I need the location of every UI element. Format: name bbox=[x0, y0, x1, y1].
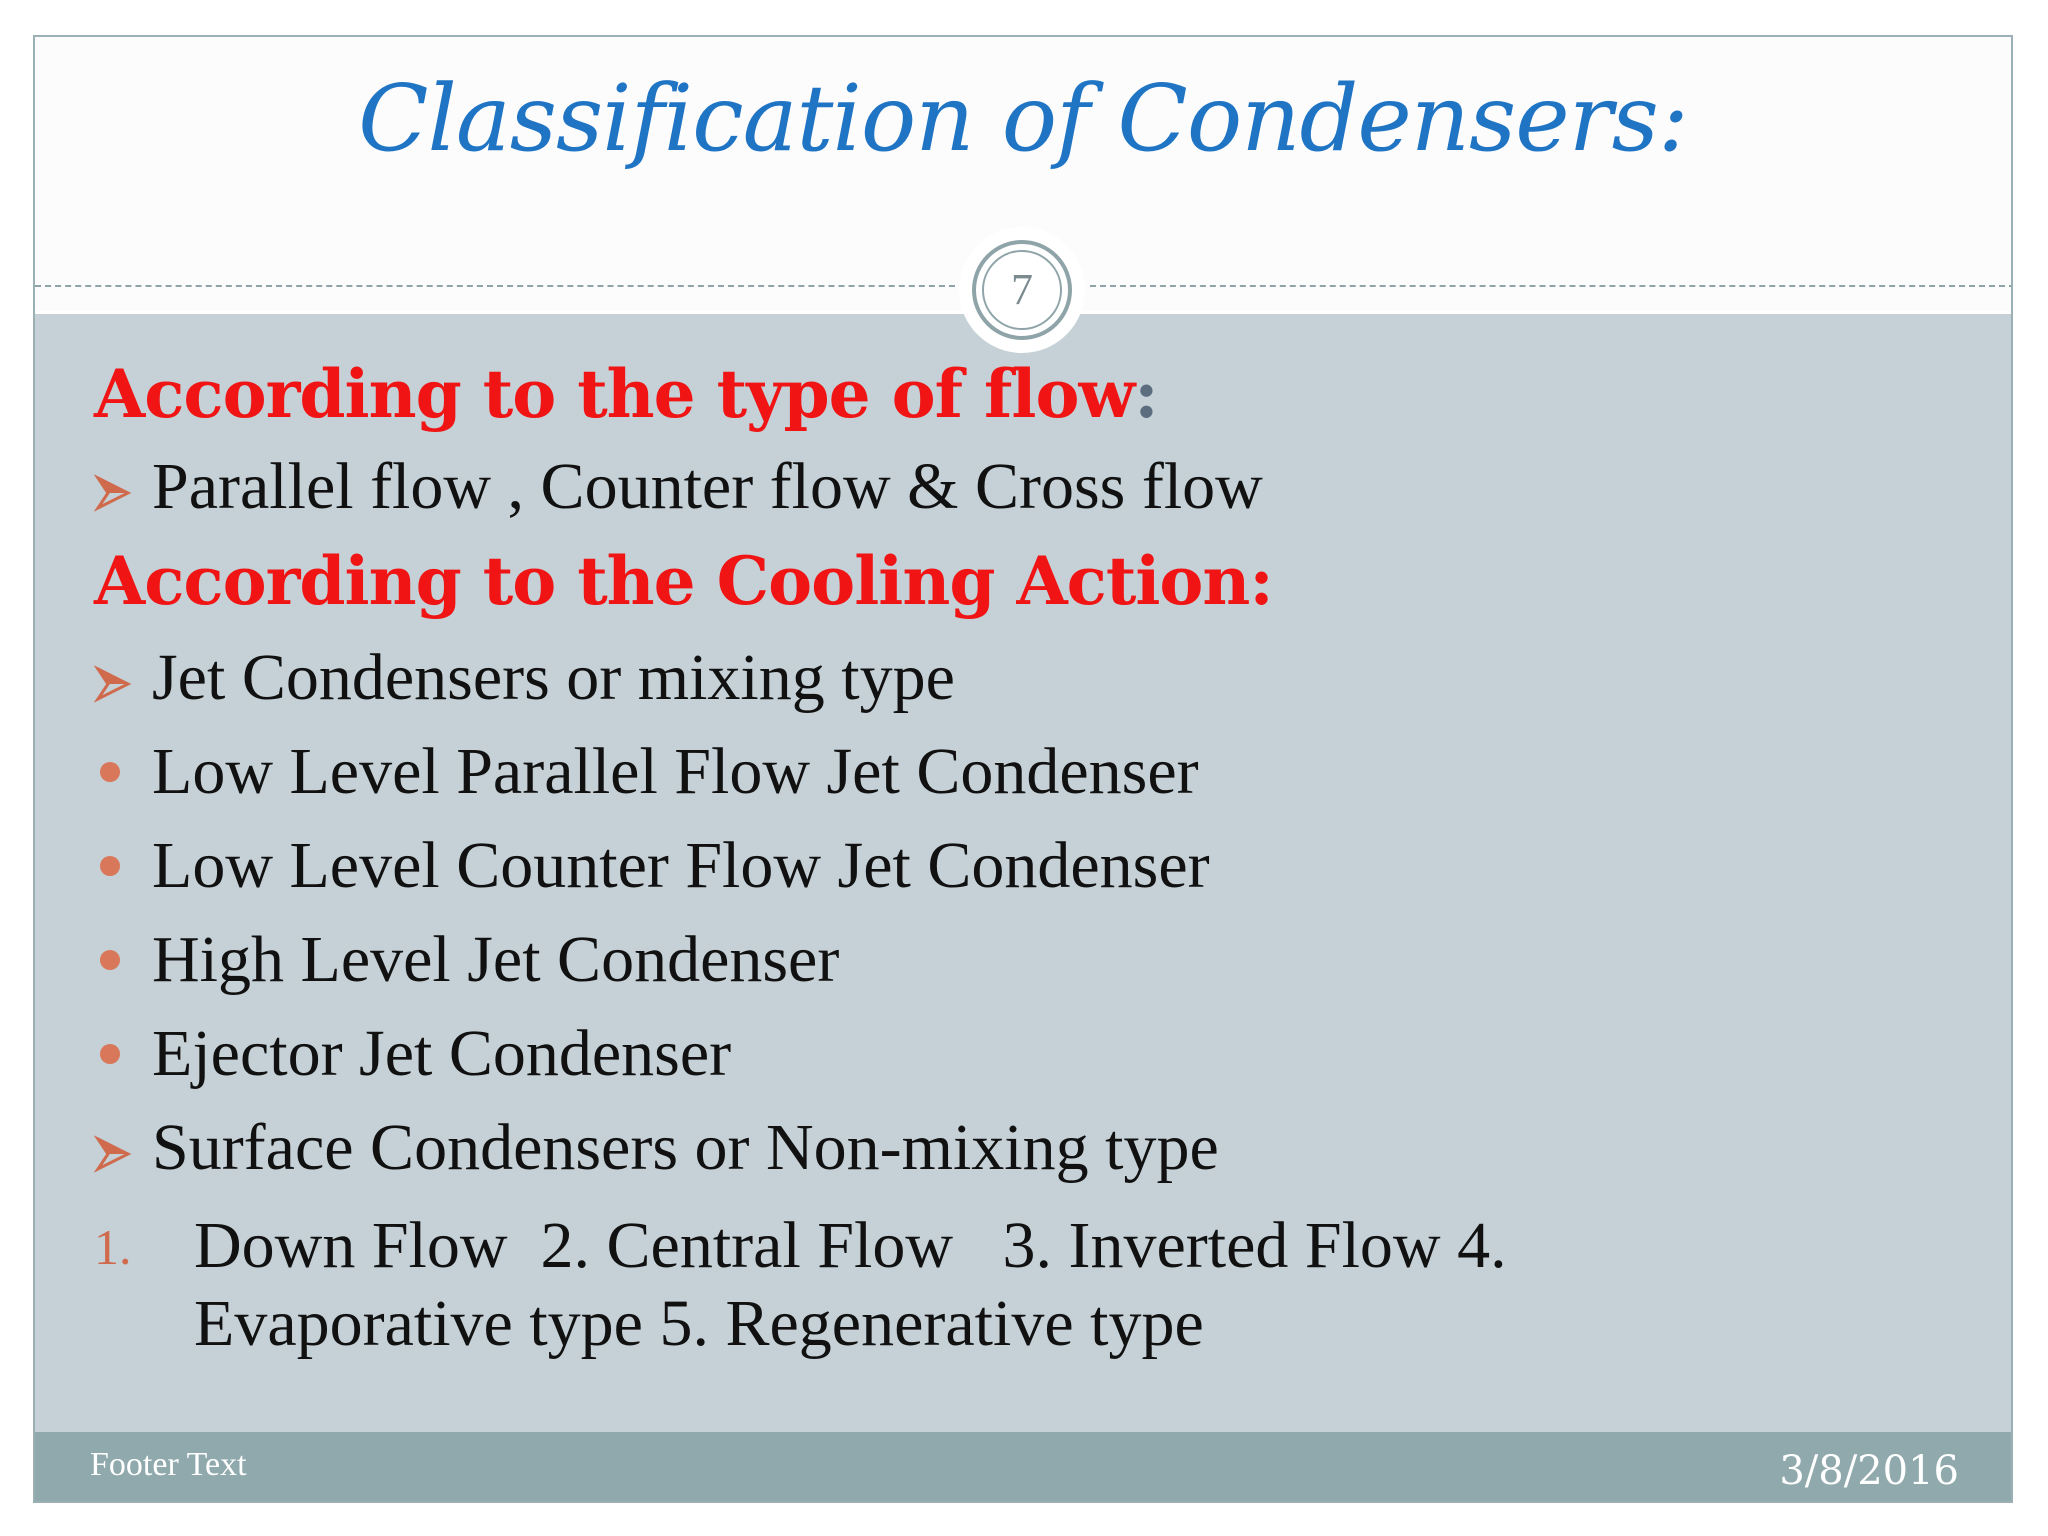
number-marker: 1. bbox=[94, 1219, 132, 1275]
numbered-list-item bbox=[94, 1207, 1694, 1363]
list-item bbox=[94, 1016, 731, 1092]
divider-right bbox=[1090, 285, 2013, 287]
arrow-bullet-icon bbox=[94, 449, 152, 525]
dot-bullet-icon bbox=[100, 950, 120, 970]
list-item bbox=[94, 640, 955, 716]
list-item-text: High Level Jet Condenser bbox=[152, 923, 840, 996]
slide-number-ring bbox=[972, 240, 1072, 340]
list-item bbox=[94, 922, 839, 998]
list-item bbox=[94, 734, 1199, 810]
list-item-text: Ejector Jet Condenser bbox=[152, 1017, 732, 1090]
footer bbox=[35, 1432, 2011, 1503]
heading-cooling-action: According to the Cooling Action: bbox=[94, 542, 1273, 620]
list-item bbox=[94, 1110, 1219, 1186]
heading-flow-type-colon: : bbox=[1134, 355, 1158, 433]
dot-bullet-icon bbox=[100, 1044, 120, 1064]
dot-bullet-icon bbox=[100, 762, 120, 782]
slide-number: 7 bbox=[982, 250, 1062, 330]
list-item-text: Parallel flow , Counter flow & Cross flow bbox=[152, 450, 1263, 523]
divider-left bbox=[35, 285, 955, 287]
heading-flow-type bbox=[94, 355, 1158, 433]
arrow-bullet-icon bbox=[94, 640, 152, 716]
numbered-list-item-text: Down Flow 2. Central Flow 3. Inverted Flow 4. Evaporative type 5. Regenerative type bbox=[194, 1209, 1507, 1360]
heading-flow-type-text: According to the type of flow bbox=[94, 355, 1135, 433]
dot-bullet-icon bbox=[100, 856, 120, 876]
arrow-bullet-icon bbox=[94, 1110, 152, 1186]
footer-text: Footer Text bbox=[90, 1446, 247, 1483]
list-item-text: Low Level Counter Flow Jet Condenser bbox=[152, 829, 1210, 902]
list-item-text: Surface Condensers or Non-mixing type bbox=[152, 1111, 1219, 1184]
slide-number-badge bbox=[959, 227, 1085, 353]
list-item-text: Jet Condensers or mixing type bbox=[152, 641, 955, 714]
list-item bbox=[94, 449, 1263, 525]
slide-title: Classification of Condensers: bbox=[358, 65, 1688, 172]
list-item-text: Low Level Parallel Flow Jet Condenser bbox=[152, 735, 1199, 808]
list-item bbox=[94, 828, 1210, 904]
slide bbox=[33, 35, 2013, 1503]
footer-date: 3/8/2016 bbox=[1779, 1448, 1959, 1494]
